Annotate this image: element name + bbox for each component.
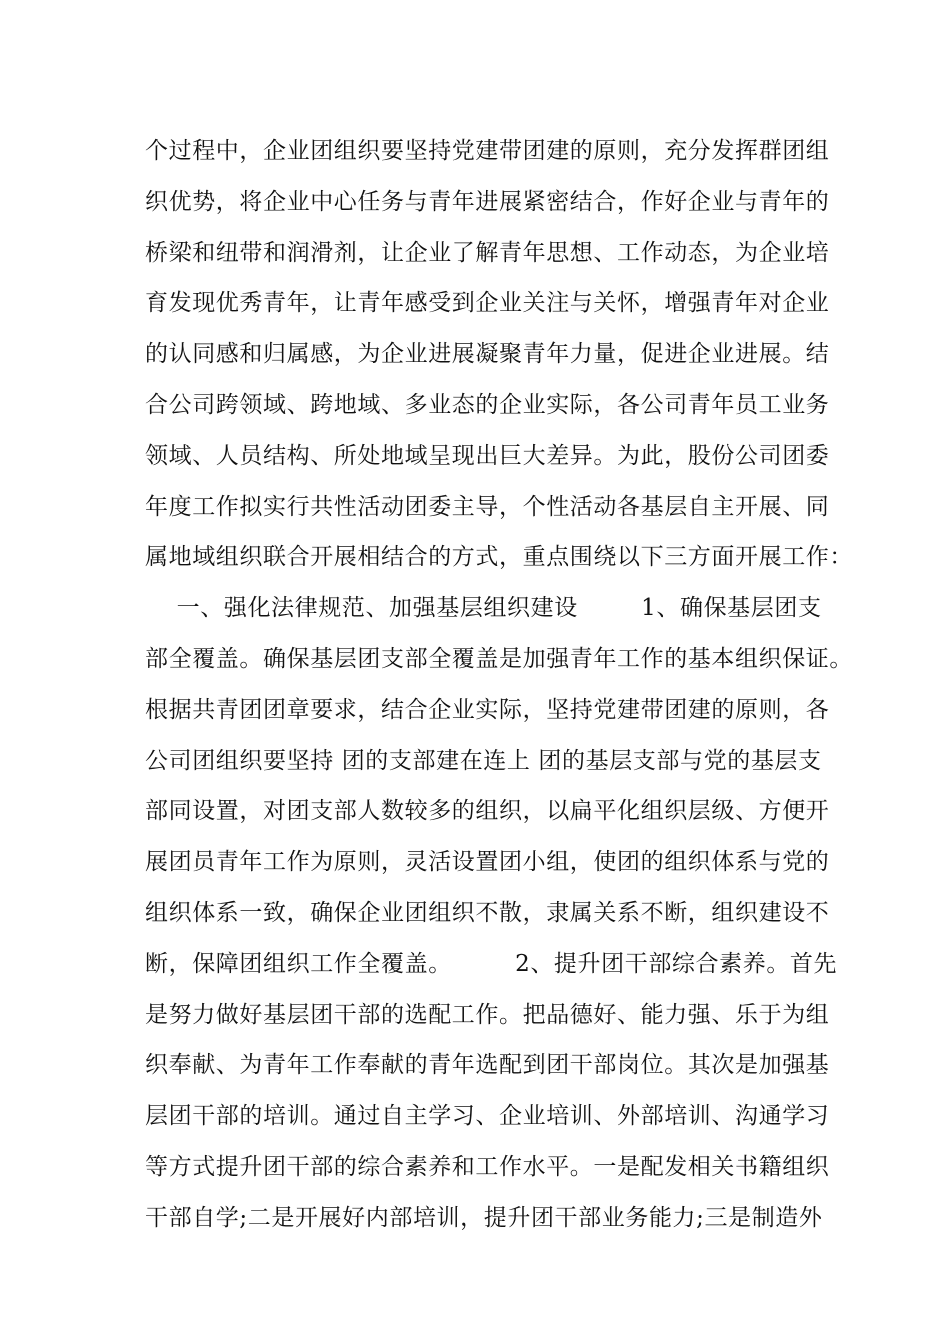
text-line: 公司团组织要坚持 团的支部建在连上 团的基层支部与党的基层支	[145, 747, 822, 774]
text-line: 织奉献、为青年工作奉献的青年选配到团干部岗位。其次是加强基	[145, 1052, 830, 1079]
text-line: 部全覆盖。确保基层团支部全覆盖是加强青年工作的基本组织保证。	[145, 645, 853, 672]
text-line: 干部自学;二是开展好内部培训，提升团干部业务能力;三是制造外	[145, 1204, 823, 1231]
section-heading-line: 一、强化法律规范、加强基层组织建设 1、确保基层团支	[145, 595, 822, 622]
text-line: 部同设置，对团支部人数较多的组织，以扁平化组织层级、方便开	[145, 798, 830, 825]
text-line: 展团员青年工作为原则，灵活设置团小组，使团的组织体系与党的	[145, 849, 830, 876]
text-line: 合公司跨领域、跨地域、多业态的企业实际，各公司青年员工业务	[145, 391, 830, 418]
text-line: 是努力做好基层团干部的选配工作。把品德好、能力强、乐于为组	[145, 1001, 830, 1028]
text-line: 个过程中，企业团组织要坚持党建带团建的原则，充分发挥群团组	[145, 138, 830, 164]
text-line: 育发现优秀青年，让青年感受到企业关注与关怀，增强青年对企业	[145, 290, 830, 317]
text-line: 领域、人员结构、所处地域呈现出巨大差异。为此，股份公司团委	[145, 442, 830, 469]
text-line: 断，保障团组织工作全覆盖。 2、提升团干部综合素养。首先	[145, 950, 838, 977]
text-line: 织优势，将企业中心任务与青年进展紧密结合，作好企业与青年的	[145, 188, 830, 215]
text-line: 的认同感和归属感，为企业进展凝聚青年力量，促进企业进展。结	[145, 341, 830, 368]
text-line: 层团干部的培训。通过自主学习、企业培训、外部培训、沟通学习	[145, 1103, 830, 1130]
text-line: 桥梁和纽带和润滑剂，让企业了解青年思想、工作动态，为企业培	[145, 239, 830, 266]
text-line: 等方式提升团干部的综合素养和工作水平。一是配发相关书籍组织	[145, 1153, 830, 1180]
body-text	[145, 126, 853, 1244]
text-line: 根据共青团团章要求，结合企业实际，坚持党建带团建的原则，各	[145, 696, 830, 723]
text-line: 年度工作拟实行共性活动团委主导，个性活动各基层自主开展、同	[145, 493, 830, 520]
text-line: 组织体系一致，确保企业团组织不散，隶属关系不断，组织建设不	[145, 899, 830, 926]
text-line: 属地域组织联合开展相结合的方式，重点围绕以下三方面开展工作：	[145, 544, 853, 571]
